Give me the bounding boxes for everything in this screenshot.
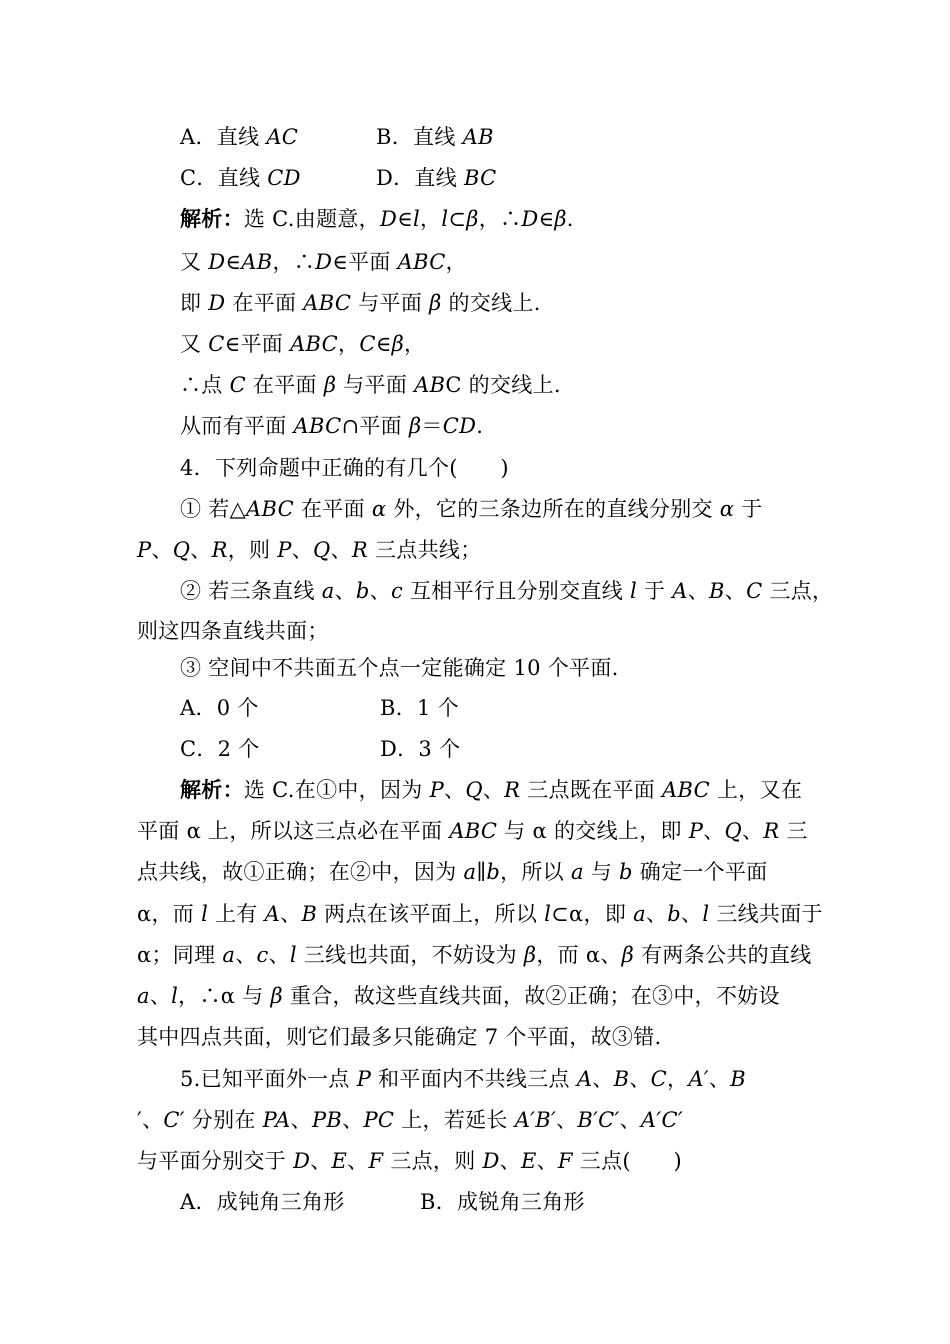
text-run: α；同理 [137, 943, 223, 967]
solution-3-line-2 [180, 248, 467, 276]
text-run: a [463, 860, 477, 884]
text-run: l [412, 207, 421, 231]
text-run: 在平面 [294, 497, 372, 521]
text-run: C [746, 579, 763, 603]
text-run: 、 [291, 538, 314, 562]
solution-4-line-2 [137, 817, 808, 845]
text-run: 三点( ) [572, 1149, 682, 1173]
solution-3-line-1 [180, 205, 574, 233]
solution-4-line-7 [137, 1023, 661, 1051]
text-run: 又 [180, 332, 209, 356]
option-4a [180, 694, 259, 722]
text-run: α [719, 497, 735, 521]
text-run: 选 C.在①中，因为 [243, 778, 430, 802]
text-run: C [229, 373, 246, 397]
text-run: 、 [151, 538, 173, 562]
text-run: a [137, 984, 150, 1008]
text-run: 、 [724, 579, 747, 603]
text-run: 三线共面于 [709, 902, 823, 926]
text-run: 又 [180, 250, 209, 274]
text-run: 和平面内不共线三点 [371, 1067, 577, 1091]
text-run: P [688, 819, 704, 843]
text-run: C [208, 332, 225, 356]
text-run: β [323, 373, 337, 397]
text-run: ，则 [227, 538, 278, 562]
text-run: ABC [290, 332, 339, 356]
question-5-stem-3 [137, 1147, 682, 1175]
text-run: ， [445, 250, 467, 274]
text-run: ∈平面 [224, 332, 291, 356]
text-run: A [672, 579, 688, 603]
text-run: A．0 个 [180, 696, 259, 720]
text-run: A．成钝角三角形 [180, 1190, 345, 1214]
text-run: Q [172, 538, 191, 562]
text-run: 、 [629, 1067, 651, 1091]
text-run: Q [465, 778, 483, 802]
text-run: l [289, 943, 297, 967]
text-run: D [521, 207, 539, 231]
text-run: 在平面 [245, 373, 324, 397]
text-run: 的交线上. [441, 291, 541, 315]
text-run: ， [404, 332, 426, 356]
text-run: 与平面分别交于 [137, 1149, 294, 1173]
text-run: ② 若三条直线 [180, 579, 322, 603]
text-run: B．1 个 [380, 696, 459, 720]
text-run: 与 [583, 860, 620, 884]
text-run: C 的交线上. [445, 373, 561, 397]
text-run: ，所以 [500, 860, 571, 884]
text-run: R [351, 538, 369, 562]
option-4d [380, 735, 460, 763]
text-run: ′、 [137, 1108, 164, 1132]
option-4b [380, 694, 459, 722]
text-run: ABC [303, 291, 352, 315]
text-run: b [486, 860, 501, 884]
text-run: AB [462, 125, 494, 149]
text-run: P [277, 538, 292, 562]
text-run: l [171, 984, 179, 1008]
text-run: ABC [449, 819, 498, 843]
question-4-statement-1-b [137, 536, 482, 564]
text-run: B．成锐角三角形 [420, 1190, 585, 1214]
text-run: ，∴α 与 [178, 984, 271, 1008]
text-run: . [476, 414, 484, 438]
text-run: β [554, 207, 567, 231]
text-run: C [359, 332, 376, 356]
text-run: 三点， [762, 579, 834, 603]
text-run: ∈ [375, 332, 392, 356]
text-run: 、 [499, 1149, 521, 1173]
text-run: ① 若△ [180, 497, 247, 521]
text-run: 在平面 [225, 291, 304, 315]
text-run: 与平面 [336, 373, 415, 397]
text-run: 、 [708, 1067, 731, 1091]
text-run: PC [363, 1108, 395, 1132]
text-run: AB [241, 250, 273, 274]
text-run: 、 [330, 538, 352, 562]
text-run: CD [267, 166, 301, 190]
option-5b [420, 1188, 585, 1216]
option-3b [376, 123, 494, 151]
text-run: 确定一个平面 [632, 860, 768, 884]
solution-3-line-4 [180, 330, 425, 358]
text-run: 、 [190, 538, 212, 562]
text-run: 上有 [208, 902, 265, 926]
text-run: β [408, 414, 422, 438]
text-run: A [264, 902, 281, 926]
text-run: 三 [779, 819, 808, 843]
text-run: PA [262, 1108, 291, 1132]
text-run: 、 [556, 1108, 578, 1132]
text-run: 、 [235, 943, 257, 967]
solution-3-line-5 [180, 371, 561, 399]
text-run: 三点共线； [368, 538, 482, 562]
text-run: D [315, 250, 333, 274]
solution-4-line-5 [137, 941, 812, 969]
text-run: 三线也共面，不妨设为 [296, 943, 524, 967]
text-run: 、 [681, 902, 703, 926]
text-run: α [371, 497, 387, 521]
text-run: R [763, 819, 780, 843]
text-run: 点共线，故①正确；在②中，因为 [137, 860, 464, 884]
text-run: a [633, 902, 646, 926]
text-run: b [619, 860, 633, 884]
text-run: C．直线 [180, 166, 268, 190]
text-run: BC [464, 166, 497, 190]
text-run: 、 [310, 1149, 332, 1173]
text-run: ，而 α、 [536, 943, 622, 967]
text-run: β [523, 943, 537, 967]
solution-4-line-4 [137, 900, 823, 928]
text-run: 三点既在平面 [520, 778, 663, 802]
text-run: A′B′ [514, 1108, 557, 1132]
text-run: 、 [268, 943, 290, 967]
text-run: b [355, 579, 370, 603]
text-run: ∈平面 [332, 250, 398, 274]
text-run: D [293, 1149, 311, 1173]
text-run: B [301, 902, 318, 926]
question-5-stem-1 [180, 1065, 746, 1093]
text-run: D．直线 [376, 166, 465, 190]
text-run: β [391, 332, 405, 356]
text-run: a [222, 943, 236, 967]
text-run: 上，若延长 [394, 1108, 515, 1132]
text-run: P [137, 538, 152, 562]
text-run: 、 [592, 1067, 614, 1091]
text-run: 、 [482, 778, 505, 802]
text-run: A [576, 1067, 593, 1091]
text-run: ⊂ [448, 207, 467, 231]
text-run: ∥ [476, 860, 487, 884]
text-run: ∈ [225, 250, 242, 274]
option-3d [376, 164, 497, 192]
text-run: B′C′ [577, 1108, 620, 1132]
text-run: P [356, 1067, 372, 1091]
text-run: a [570, 860, 584, 884]
option-5a [180, 1188, 345, 1216]
text-run: c [256, 943, 269, 967]
text-run: D [482, 1149, 500, 1173]
text-run: 、 [342, 1108, 364, 1132]
text-run: β [429, 291, 442, 315]
text-run: D [208, 250, 226, 274]
text-run: ABC [246, 497, 294, 521]
text-run: AB [414, 373, 446, 397]
text-run: Q [313, 538, 331, 562]
solution-3-line-3 [180, 289, 541, 317]
text-run: β [621, 943, 635, 967]
text-run: β [466, 207, 479, 231]
text-run: ＝ [421, 414, 443, 438]
solution-3-line-6 [180, 412, 483, 440]
text-run: 、 [369, 579, 391, 603]
option-3c [180, 164, 301, 192]
text-run: 、 [290, 1108, 312, 1132]
text-run: A．直线 [180, 125, 267, 149]
text-run: 、 [687, 579, 710, 603]
text-run: 、 [280, 902, 302, 926]
question-4-statement-2-a [180, 577, 833, 605]
text-run: R [504, 778, 521, 802]
text-run: 有两条公共的直线 [634, 943, 812, 967]
text-run: 解析： [180, 206, 244, 231]
text-run: ， [667, 1067, 689, 1091]
text-run: B [709, 579, 725, 603]
text-run: l [544, 902, 552, 926]
text-run: ， [420, 207, 442, 231]
text-run: AC [266, 125, 299, 149]
solution-4-line-6 [137, 982, 780, 1010]
text-run: 从而有平面 [180, 414, 294, 438]
text-run: PB [311, 1108, 343, 1132]
text-run: ∴点 [180, 373, 230, 397]
text-run: D．3 个 [380, 737, 461, 761]
text-run: 、 [645, 902, 668, 926]
text-run: B [730, 1067, 746, 1091]
text-run: l [702, 902, 710, 926]
text-run: A′C′ [640, 1108, 683, 1132]
text-run: B．直线 [376, 125, 463, 149]
text-run: 解析： [180, 777, 244, 802]
text-run: 其中四点共面，则它们最多只能确定 7 个平面，故③错. [137, 1025, 662, 1049]
text-run: ∩平面 [341, 414, 409, 438]
text-run: F [368, 1149, 384, 1173]
text-run: ABC [662, 778, 710, 802]
text-run: Q [724, 819, 743, 843]
text-run: 分别在 [184, 1108, 263, 1132]
text-run: ③ 空间中不共面五个点一定能确定 10 个平面. [180, 656, 619, 680]
text-run: l [629, 579, 637, 603]
text-run: 于 [734, 497, 763, 521]
text-run: E [520, 1149, 537, 1173]
text-run: E [331, 1149, 348, 1173]
text-run: l [441, 207, 449, 231]
text-run: β [270, 984, 283, 1008]
text-run: b [667, 902, 681, 926]
text-run: 两点在该平面上，所以 [317, 902, 545, 926]
text-run: 即 [180, 291, 209, 315]
text-run: R [211, 538, 228, 562]
text-run: C′ [163, 1108, 185, 1132]
text-run: 、 [149, 984, 172, 1008]
text-run: ABC [293, 414, 342, 438]
text-run: ， [338, 332, 360, 356]
text-run: P [429, 778, 444, 802]
text-run: 与平面 [351, 291, 430, 315]
text-run: 4．下列命题中正确的有几个( ) [180, 456, 509, 480]
question-4-statement-3 [180, 654, 619, 682]
text-run: 互相平行且分别交直线 [403, 579, 630, 603]
solution-4-line-1 [180, 776, 802, 804]
text-run: ，∴ [272, 250, 316, 274]
text-run: 、 [536, 1149, 558, 1173]
text-run: a [321, 579, 335, 603]
text-run: 与 α 的交线上，即 [497, 819, 689, 843]
text-run: CD [442, 414, 477, 438]
text-run: α，而 [137, 902, 202, 926]
text-run: 外，它的三条边所在的直线分别交 [386, 497, 720, 521]
option-3a [180, 123, 298, 151]
text-run: ，∴ [478, 207, 522, 231]
question-4-stem [180, 454, 509, 482]
question-4-statement-1-a [180, 495, 763, 523]
text-run: C [650, 1067, 668, 1091]
text-run: 5.已知平面外一点 [180, 1067, 357, 1091]
text-run: 上，又在 [710, 778, 803, 802]
question-4-statement-2-b [137, 617, 329, 645]
text-run: B [613, 1067, 630, 1091]
text-run: 选 C.由题意， [243, 207, 380, 231]
text-run: D [208, 291, 226, 315]
text-run: 重合，故这些直线共面，故②正确；在③中，不妨设 [282, 984, 780, 1008]
text-run: 平面 α 上，所以这三点必在平面 [137, 819, 450, 843]
text-run: 三点，则 [383, 1149, 483, 1173]
text-run: 、 [444, 778, 466, 802]
text-run: C．2 个 [180, 737, 260, 761]
text-run: 于 [637, 579, 673, 603]
text-run: . [566, 207, 574, 231]
text-run: ∈ [397, 207, 413, 231]
option-4c [180, 735, 260, 763]
text-run: 则这四条直线共面； [137, 619, 329, 643]
text-run: 、 [703, 819, 725, 843]
text-run: A′ [688, 1067, 709, 1091]
text-run: l [201, 902, 209, 926]
text-run: 、 [347, 1149, 369, 1173]
text-run: F [557, 1149, 573, 1173]
text-run: 、 [334, 579, 356, 603]
question-5-stem-2 [137, 1106, 683, 1134]
text-run: D [379, 207, 398, 231]
text-run: 、 [619, 1108, 641, 1132]
solution-4-line-3 [137, 858, 768, 886]
text-run: ABC [397, 250, 446, 274]
text-run: ⊂α，即 [551, 902, 634, 926]
text-run: c [390, 579, 404, 603]
text-run: ∈ [538, 207, 555, 231]
text-run: 、 [742, 819, 764, 843]
